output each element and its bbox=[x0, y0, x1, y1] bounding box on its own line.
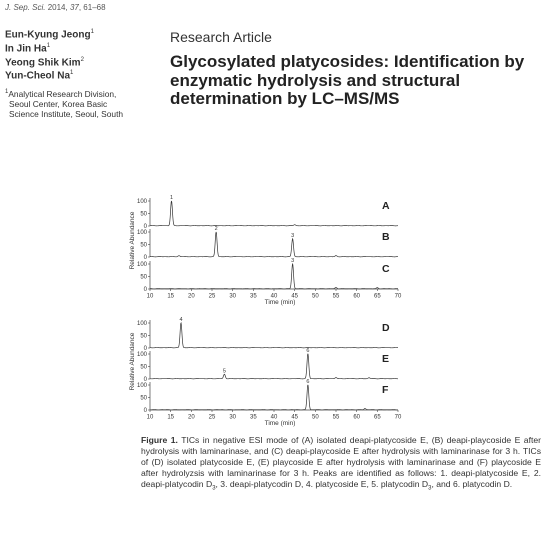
y-tick-label: 100 bbox=[136, 383, 147, 389]
x-tick-label: 65 bbox=[373, 414, 381, 421]
author-affil-mark: 2 bbox=[80, 56, 84, 63]
x-tick-label: 25 bbox=[208, 414, 216, 421]
y-tick-label: 0 bbox=[143, 255, 147, 261]
peak-label: 1 bbox=[169, 195, 174, 201]
x-tick-label: 50 bbox=[311, 414, 319, 421]
caption-text: , and 6. platycodin D. bbox=[431, 479, 513, 489]
x-axis-title: Time (min) bbox=[264, 420, 296, 427]
y-tick-label: 50 bbox=[140, 364, 147, 371]
y-tick-label: 100 bbox=[136, 352, 147, 358]
x-tick-label: 70 bbox=[394, 293, 402, 300]
y-tick-label: 100 bbox=[136, 230, 147, 236]
journal-abbr: J. Sep. Sci. bbox=[5, 3, 46, 12]
x-tick-label: 45 bbox=[291, 414, 299, 421]
panel-label: B bbox=[382, 231, 390, 243]
panel-label: E bbox=[382, 353, 390, 365]
panel-label: C bbox=[382, 263, 390, 275]
author-name: In Jin Ha bbox=[5, 43, 47, 55]
y-tick-label: 0 bbox=[143, 224, 147, 230]
x-tick-label: 35 bbox=[249, 414, 257, 421]
x-tick-label: 50 bbox=[311, 293, 319, 300]
x-tick-label: 45 bbox=[291, 293, 299, 300]
author-affil-mark: 1 bbox=[90, 29, 94, 35]
x-axis-title: Time (min) bbox=[264, 299, 296, 306]
chromatogram-trace bbox=[150, 385, 398, 410]
y-tick-label: 50 bbox=[140, 274, 147, 281]
caption-text: TICs in negative ESI mode of (A) isolated deapi-platycoside E, (B) deapi-playcoside E after hydrolysis with laminarinase, and (C) deapi-playcoside E after hydrolysis with laminarinase for 3 h. TICs of (D) isolated platycoside E, (E) playcoside E after hydrolysis with laminarinase and (F) playcoside E after hydrolyzsis with laminarinase for 3 h. Peaks are identified as follows: 1. deapi-platycoside E, 2. deapi-platycodin D bbox=[141, 435, 541, 489]
x-tick-label: 15 bbox=[167, 414, 175, 421]
y-tick-label: 100 bbox=[136, 321, 147, 327]
peak-label: 3 bbox=[291, 258, 295, 264]
y-tick-label: 0 bbox=[143, 377, 147, 383]
author-affil-mark: 1 bbox=[46, 42, 51, 49]
x-tick-label: 60 bbox=[353, 414, 361, 421]
journal-year: 2014, bbox=[45, 3, 70, 12]
x-tick-label: 40 bbox=[270, 293, 278, 300]
article-type: Research Article bbox=[170, 29, 272, 45]
y-tick-label: 100 bbox=[136, 199, 147, 205]
affiliation-line: Science Institute, Seoul, South bbox=[9, 108, 124, 119]
panel-label: A bbox=[382, 200, 390, 212]
caption-sub: 3 bbox=[212, 485, 216, 492]
chromatogram-trace bbox=[150, 323, 398, 348]
peak-label: 2 bbox=[214, 226, 218, 232]
x-tick-label: 10 bbox=[146, 414, 154, 421]
x-tick-label: 35 bbox=[249, 293, 257, 300]
author-name: Yun-Cheol Na bbox=[5, 70, 71, 82]
title-line: determination by LC–MS/MS bbox=[170, 89, 400, 108]
author-name: Yeong Shik Kim bbox=[5, 56, 81, 68]
affiliation-mark: 1 bbox=[5, 89, 9, 95]
y-tick-label: 0 bbox=[143, 346, 147, 352]
chromatogram-trace bbox=[150, 232, 398, 257]
caption-text: , 3. deapi-platycodin D, 4. platycoside E, 5. platycodin D bbox=[215, 479, 429, 489]
author-affil-mark: 1 bbox=[70, 70, 74, 77]
x-tick-label: 40 bbox=[270, 414, 278, 421]
x-tick-label: 10 bbox=[146, 293, 154, 300]
journal-volume: 37 bbox=[69, 3, 79, 12]
x-tick-label: 60 bbox=[353, 293, 361, 300]
x-tick-label: 30 bbox=[229, 414, 237, 421]
y-tick-label: 50 bbox=[140, 242, 147, 249]
chromatogram-trace bbox=[150, 264, 398, 289]
figure-caption bbox=[141, 435, 541, 495]
y-tick-label: 100 bbox=[136, 262, 147, 268]
author-name: Eun-Kyung Jeong bbox=[5, 29, 91, 41]
x-tick-label: 20 bbox=[187, 414, 195, 421]
x-tick-label: 20 bbox=[187, 293, 195, 300]
panel-label: D bbox=[382, 322, 390, 334]
peak-label: 5 bbox=[222, 368, 226, 375]
peak-label: 3 bbox=[291, 233, 295, 239]
x-tick-label: 15 bbox=[167, 293, 175, 300]
x-tick-label: 25 bbox=[208, 293, 216, 300]
y-axis-title: Relative Abundance bbox=[129, 211, 136, 270]
chromatogram-trace bbox=[150, 354, 398, 379]
y-tick-label: 50 bbox=[140, 395, 147, 402]
peak-label: 6 bbox=[306, 348, 310, 354]
y-tick-label: 50 bbox=[140, 333, 147, 340]
peak-label: 4 bbox=[179, 317, 183, 323]
y-tick-label: 50 bbox=[140, 211, 147, 218]
caption-sub: 3 bbox=[428, 485, 432, 492]
affiliation-text: Analytical Research Division, bbox=[8, 88, 117, 99]
x-tick-label: 30 bbox=[229, 293, 237, 300]
affiliation-line: Seoul Center, Korea Basic bbox=[9, 98, 108, 109]
title-line: enzymatic hydrolysis and structural bbox=[170, 70, 461, 90]
x-tick-label: 55 bbox=[332, 414, 340, 421]
peak-label: 6 bbox=[306, 379, 310, 385]
x-tick-label: 65 bbox=[373, 293, 381, 300]
y-axis-title: Relative Abundance bbox=[129, 332, 136, 391]
x-tick-label: 70 bbox=[394, 414, 402, 421]
chromatogram-trace bbox=[150, 201, 398, 226]
y-tick-label: 0 bbox=[143, 287, 147, 293]
y-tick-label: 0 bbox=[143, 408, 147, 414]
journal-pages: , 61–68 bbox=[78, 3, 106, 12]
title-line: Glycosylated platycosides: Identification by bbox=[170, 52, 525, 71]
panel-label: F bbox=[382, 384, 389, 396]
caption-label: Figure 1. bbox=[141, 435, 178, 445]
x-tick-label: 55 bbox=[332, 293, 340, 300]
